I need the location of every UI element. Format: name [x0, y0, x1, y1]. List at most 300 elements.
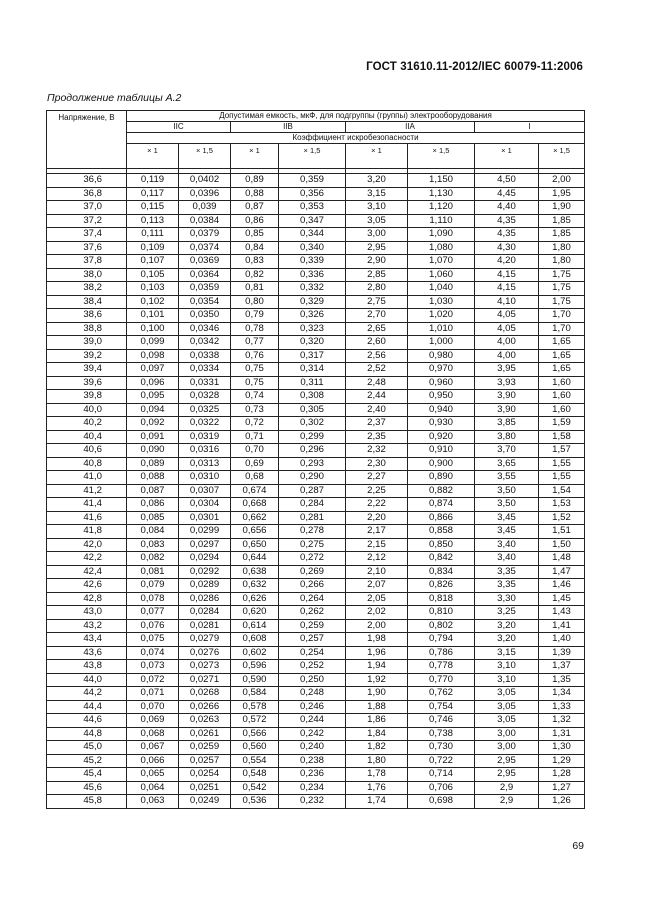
voltage-cell: 37,6: [47, 241, 127, 255]
capacitance-cell: 0,086: [127, 498, 179, 512]
capacitance-cell: 0,596: [231, 660, 279, 674]
capacitance-cell: 1,75: [539, 268, 585, 282]
capacitance-cell: 3,35: [475, 579, 539, 593]
capacitance-cell: 0,069: [127, 714, 179, 728]
capacitance-cell: 0,290: [279, 471, 346, 485]
voltage-cell: 42,0: [47, 538, 127, 552]
capacitance-cell: 0,064: [127, 781, 179, 795]
capacitance-cell: 2,27: [346, 471, 408, 485]
table-row: [47, 322, 585, 336]
table-row: [47, 309, 585, 323]
capacitance-cell: 1,80: [539, 241, 585, 255]
capacitance-cell: 0,0316: [179, 444, 231, 458]
capacitance-cell: 1,29: [539, 754, 585, 768]
voltage-cell: 42,8: [47, 592, 127, 606]
table-row: [47, 484, 585, 498]
table-row: [47, 268, 585, 282]
table-row: [47, 471, 585, 485]
capacitance-cell: 0,0297: [179, 538, 231, 552]
capacitance-cell: 0,065: [127, 768, 179, 782]
capacitance-cell: 0,668: [231, 498, 279, 512]
capacitance-cell: 3,90: [475, 403, 539, 417]
table-row: [47, 619, 585, 633]
capacitance-cell: 0,344: [279, 228, 346, 242]
multiplier-header: × 1,5: [408, 144, 475, 169]
capacitance-cell: 0,077: [127, 606, 179, 620]
capacitance-cell: 0,650: [231, 538, 279, 552]
capacitance-cell: 1,55: [539, 457, 585, 471]
capacitance-cell: 0,0289: [179, 579, 231, 593]
capacitance-cell: 0,0322: [179, 417, 231, 431]
capacitance-cell: 0,236: [279, 768, 346, 782]
voltage-cell: 43,8: [47, 660, 127, 674]
capacitance-cell: 0,039: [179, 201, 231, 215]
table-row: [47, 538, 585, 552]
capacitance-cell: 1,53: [539, 498, 585, 512]
capacitance-cell: 4,15: [475, 268, 539, 282]
capacitance-cell: 0,075: [127, 633, 179, 647]
capacitance-cell: 0,632: [231, 579, 279, 593]
capacitance-cell: 0,842: [408, 552, 475, 566]
capacitance-cell: 0,0369: [179, 255, 231, 269]
voltage-cell: 45,6: [47, 781, 127, 795]
capacitance-cell: 1,26: [539, 795, 585, 809]
voltage-cell: 44,2: [47, 687, 127, 701]
capacitance-cell: 2,00: [346, 619, 408, 633]
capacitance-cell: 1,76: [346, 781, 408, 795]
document-header: ГОСТ 31610.11-2012/IEC 60079-11:2006: [366, 61, 583, 73]
capacitance-cell: 0,0328: [179, 390, 231, 404]
voltage-cell: 36,6: [47, 174, 127, 188]
capacitance-cell: 0,117: [127, 187, 179, 201]
capacitance-cell: 2,20: [346, 511, 408, 525]
capacitance-cell: 0,536: [231, 795, 279, 809]
capacitance-cell: 0,242: [279, 727, 346, 741]
capacitance-cell: 3,25: [475, 606, 539, 620]
capacitance-cell: 1,31: [539, 727, 585, 741]
table-row: [47, 498, 585, 512]
capacitance-cell: 0,0374: [179, 241, 231, 255]
capacitance-cell: 0,085: [127, 511, 179, 525]
capacitance-cell: 0,275: [279, 538, 346, 552]
capacitance-cell: 0,320: [279, 336, 346, 350]
capacitance-cell: 4,05: [475, 309, 539, 323]
table-row: [47, 646, 585, 660]
capacitance-cell: 0,0325: [179, 403, 231, 417]
voltage-cell: 40,2: [47, 417, 127, 431]
voltage-cell: 38,8: [47, 322, 127, 336]
capacitance-cell: 0,602: [231, 646, 279, 660]
capacitance-cell: 2,60: [346, 336, 408, 350]
capacitance-cell: 1,84: [346, 727, 408, 741]
capacitance-cell: 1,70: [539, 322, 585, 336]
group-header: IIC: [127, 122, 231, 133]
capacitance-cell: 1,92: [346, 673, 408, 687]
group-header: I: [475, 122, 585, 133]
capacitance-cell: 2,52: [346, 363, 408, 377]
capacitance-cell: 0,78: [231, 322, 279, 336]
capacitance-cell: 2,32: [346, 444, 408, 458]
capacitance-cell: 0,0286: [179, 592, 231, 606]
capacitance-cell: 2,90: [346, 255, 408, 269]
capacitance-cell: 0,778: [408, 660, 475, 674]
capacitance-cell: 1,60: [539, 390, 585, 404]
capacitance-cell: 0,644: [231, 552, 279, 566]
capacitance-cell: 0,323: [279, 322, 346, 336]
capacitance-cell: 0,092: [127, 417, 179, 431]
table-row: [47, 349, 585, 363]
capacitance-cell: 1,020: [408, 309, 475, 323]
capacitance-cell: 3,20: [475, 633, 539, 647]
capacitance-cell: 0,722: [408, 754, 475, 768]
capacitance-cell: 1,70: [539, 309, 585, 323]
capacitance-cell: 2,00: [539, 174, 585, 188]
capacitance-cell: 0,107: [127, 255, 179, 269]
table-row: [47, 457, 585, 471]
capacitance-cell: 0,0249: [179, 795, 231, 809]
table-row: [47, 214, 585, 228]
capacitance-cell: 2,65: [346, 322, 408, 336]
capacitance-cell: 0,746: [408, 714, 475, 728]
capacitance-cell: 0,626: [231, 592, 279, 606]
capacitance-cell: 0,353: [279, 201, 346, 215]
safety-factor-header: Коэффициент искробезопасности: [127, 133, 585, 144]
capacitance-cell: 0,332: [279, 282, 346, 296]
capacitance-header: Допустимая емкость, мкФ, для подгруппы (группы) электрооборудования: [127, 111, 585, 122]
capacitance-cell: 0,347: [279, 214, 346, 228]
group-header: IIA: [346, 122, 475, 133]
capacitance-cell: 3,90: [475, 390, 539, 404]
multiplier-header: × 1: [127, 144, 179, 169]
capacitance-cell: 3,15: [346, 187, 408, 201]
table-row: [47, 700, 585, 714]
voltage-cell: 37,4: [47, 228, 127, 242]
capacitance-cell: 1,65: [539, 336, 585, 350]
capacitance-cell: 1,80: [346, 754, 408, 768]
capacitance-cell: 3,15: [475, 646, 539, 660]
multiplier-header: × 1,5: [279, 144, 346, 169]
capacitance-cell: 0,0342: [179, 336, 231, 350]
capacitance-cell: 0,0268: [179, 687, 231, 701]
capacitance-cell: 0,103: [127, 282, 179, 296]
capacitance-cell: 0,0313: [179, 457, 231, 471]
capacitance-cell: 1,88: [346, 700, 408, 714]
capacitance-cell: 0,786: [408, 646, 475, 660]
capacitance-cell: 0,69: [231, 457, 279, 471]
capacitance-cell: 0,554: [231, 754, 279, 768]
group-header: IIB: [231, 122, 346, 133]
capacitance-cell: 0,662: [231, 511, 279, 525]
capacitance-cell: 1,35: [539, 673, 585, 687]
capacitance-cell: 0,083: [127, 538, 179, 552]
capacitance-cell: 0,0319: [179, 430, 231, 444]
capacitance-cell: 0,113: [127, 214, 179, 228]
table-row: [47, 741, 585, 755]
capacitance-cell: 0,074: [127, 646, 179, 660]
capacitance-cell: 4,10: [475, 295, 539, 309]
capacitance-cell: 0,83: [231, 255, 279, 269]
capacitance-cell: 0,0310: [179, 471, 231, 485]
capacitance-cell: 0,0279: [179, 633, 231, 647]
capacitance-cell: 3,00: [475, 741, 539, 755]
capacitance-cell: 0,096: [127, 376, 179, 390]
table-header: [47, 111, 585, 169]
capacitance-cell: 0,0396: [179, 187, 231, 201]
capacitance-cell: 0,0379: [179, 228, 231, 242]
capacitance-cell: 0,0331: [179, 376, 231, 390]
capacitance-cell: 0,0284: [179, 606, 231, 620]
capacitance-cell: 1,130: [408, 187, 475, 201]
capacitance-cell: 0,85: [231, 228, 279, 242]
capacitance-cell: 1,82: [346, 741, 408, 755]
capacitance-cell: 0,0307: [179, 484, 231, 498]
capacitance-cell: 0,317: [279, 349, 346, 363]
capacitance-cell: 0,714: [408, 768, 475, 782]
capacitance-cell: 0,257: [279, 633, 346, 647]
capacitance-cell: 0,101: [127, 309, 179, 323]
capacitance-cell: 0,0364: [179, 268, 231, 282]
capacitance-cell: 0,284: [279, 498, 346, 512]
capacitance-cell: 0,073: [127, 660, 179, 674]
capacitance-cell: 1,030: [408, 295, 475, 309]
capacitance-cell: 0,76: [231, 349, 279, 363]
voltage-cell: 41,8: [47, 525, 127, 539]
capacitance-cell: 0,68: [231, 471, 279, 485]
capacitance-cell: 1,75: [539, 295, 585, 309]
capacitance-cell: 1,090: [408, 228, 475, 242]
capacitance-cell: 0,980: [408, 349, 475, 363]
capacitance-cell: 0,940: [408, 403, 475, 417]
voltage-cell: 39,0: [47, 336, 127, 350]
capacitance-cell: 0,262: [279, 606, 346, 620]
capacitance-cell: 0,572: [231, 714, 279, 728]
capacitance-cell: 0,0384: [179, 214, 231, 228]
table-row: [47, 174, 585, 188]
capacitance-cell: 0,882: [408, 484, 475, 498]
capacitance-cell: 0,105: [127, 268, 179, 282]
capacitance-cell: 0,75: [231, 363, 279, 377]
capacitance-cell: 3,05: [475, 714, 539, 728]
capacitance-cell: 2,80: [346, 282, 408, 296]
capacitance-cell: 0,866: [408, 511, 475, 525]
capacitance-cell: 2,48: [346, 376, 408, 390]
capacitance-cell: 0,0281: [179, 619, 231, 633]
capacitance-cell: 0,87: [231, 201, 279, 215]
table-row: [47, 673, 585, 687]
capacitance-cell: 0,0257: [179, 754, 231, 768]
capacitance-cell: 2,95: [475, 754, 539, 768]
table-row: [47, 714, 585, 728]
table-row: [47, 376, 585, 390]
capacitance-cell: 0,097: [127, 363, 179, 377]
capacitance-cell: 2,95: [346, 241, 408, 255]
capacitance-cell: 3,55: [475, 471, 539, 485]
capacitance-cell: 0,079: [127, 579, 179, 593]
page-number: 69: [572, 840, 584, 852]
capacitance-cell: 4,35: [475, 214, 539, 228]
capacitance-cell: 4,45: [475, 187, 539, 201]
capacitance-cell: 2,56: [346, 349, 408, 363]
capacitance-cell: 0,278: [279, 525, 346, 539]
capacitance-cell: 0,0402: [179, 174, 231, 188]
capacitance-cell: 1,85: [539, 228, 585, 242]
capacitance-cell: 1,60: [539, 376, 585, 390]
capacitance-cell: 0,305: [279, 403, 346, 417]
table-row: [47, 241, 585, 255]
capacitance-cell: 0,0259: [179, 741, 231, 755]
capacitance-cell: 0,578: [231, 700, 279, 714]
capacitance-cell: 1,080: [408, 241, 475, 255]
voltage-cell: 40,8: [47, 457, 127, 471]
capacitance-cell: 0,302: [279, 417, 346, 431]
capacitance-cell: 2,15: [346, 538, 408, 552]
capacitance-cell: 0,299: [279, 430, 346, 444]
capacitance-cell: 0,339: [279, 255, 346, 269]
capacitance-cell: 3,93: [475, 376, 539, 390]
capacitance-cell: 0,960: [408, 376, 475, 390]
voltage-cell: 38,0: [47, 268, 127, 282]
table-caption: Продолжение таблицы А.2: [47, 92, 182, 104]
capacitance-cell: 0,706: [408, 781, 475, 795]
voltage-cell: 45,8: [47, 795, 127, 809]
capacitance-cell: 3,10: [475, 660, 539, 674]
capacitance-cell: 1,59: [539, 417, 585, 431]
voltage-cell: 44,4: [47, 700, 127, 714]
capacitance-cell: 0,078: [127, 592, 179, 606]
capacitance-cell: 1,47: [539, 565, 585, 579]
group-header-row: [47, 122, 585, 133]
capacitance-cell: 3,05: [475, 700, 539, 714]
capacitance-cell: 0,088: [127, 471, 179, 485]
capacitance-cell: 0,234: [279, 781, 346, 795]
voltage-cell: 39,2: [47, 349, 127, 363]
capacitance-cell: 0,77: [231, 336, 279, 350]
capacitance-cell: 0,560: [231, 741, 279, 755]
voltage-cell: 39,4: [47, 363, 127, 377]
capacitance-cell: 0,72: [231, 417, 279, 431]
capacitance-cell: 1,37: [539, 660, 585, 674]
capacitance-cell: 1,55: [539, 471, 585, 485]
capacitance-cell: 0,356: [279, 187, 346, 201]
capacitance-cell: 0,79: [231, 309, 279, 323]
capacitance-cell: 0,296: [279, 444, 346, 458]
voltage-cell: 43,4: [47, 633, 127, 647]
capacitance-cell: 1,74: [346, 795, 408, 809]
capacitance-cell: 1,30: [539, 741, 585, 755]
capacitance-cell: 0,359: [279, 174, 346, 188]
capacitance-cell: 0,0251: [179, 781, 231, 795]
capacitance-cell: 1,51: [539, 525, 585, 539]
capacitance-cell: 0,89: [231, 174, 279, 188]
capacitance-cell: 3,40: [475, 538, 539, 552]
capacitance-cell: 0,340: [279, 241, 346, 255]
capacitance-cell: 1,34: [539, 687, 585, 701]
capacitance-cell: 0,74: [231, 390, 279, 404]
table-row: [47, 525, 585, 539]
capacitance-cell: 0,090: [127, 444, 179, 458]
capacitance-cell: 3,80: [475, 430, 539, 444]
table-row: [47, 228, 585, 242]
capacitance-cell: 1,95: [539, 187, 585, 201]
capacitance-cell: 0,620: [231, 606, 279, 620]
table-row: [47, 552, 585, 566]
capacitance-cell: 0,087: [127, 484, 179, 498]
capacitance-cell: 3,05: [346, 214, 408, 228]
voltage-cell: 36,8: [47, 187, 127, 201]
table-row: [47, 606, 585, 620]
capacitance-cell: 0,614: [231, 619, 279, 633]
capacitance-cell: 0,287: [279, 484, 346, 498]
voltage-cell: 44,6: [47, 714, 127, 728]
capacitance-cell: 1,28: [539, 768, 585, 782]
capacitance-cell: 3,35: [475, 565, 539, 579]
capacitance-cell: 2,70: [346, 309, 408, 323]
capacitance-cell: 0,240: [279, 741, 346, 755]
capacitance-cell: 1,85: [539, 214, 585, 228]
capacitance-cell: 1,90: [539, 201, 585, 215]
capacitance-cell: 0,0359: [179, 282, 231, 296]
capacitance-cell: 1,58: [539, 430, 585, 444]
capacitance-cell: 0,674: [231, 484, 279, 498]
capacitance-cell: 0,75: [231, 376, 279, 390]
multiplier-header: × 1: [231, 144, 279, 169]
capacitance-cell: 2,75: [346, 295, 408, 309]
capacitance-cell: 0,754: [408, 700, 475, 714]
capacitance-cell: 0,266: [279, 579, 346, 593]
capacitance-cell: 0,810: [408, 606, 475, 620]
capacitance-cell: 0,584: [231, 687, 279, 701]
capacitance-cell: 1,110: [408, 214, 475, 228]
capacitance-cell: 0,068: [127, 727, 179, 741]
multiplier-header: × 1,5: [179, 144, 231, 169]
capacitance-cell: 1,41: [539, 619, 585, 633]
capacitance-cell: 0,81: [231, 282, 279, 296]
voltage-cell: 45,2: [47, 754, 127, 768]
capacitance-cell: 4,20: [475, 255, 539, 269]
capacitance-cell: 3,40: [475, 552, 539, 566]
capacitance-cell: 0,656: [231, 525, 279, 539]
table-row: [47, 295, 585, 309]
capacitance-cell: 0,88: [231, 187, 279, 201]
capacitance-cell: 0,71: [231, 430, 279, 444]
capacitance-cell: 4,50: [475, 174, 539, 188]
capacitance-cell: 1,040: [408, 282, 475, 296]
capacitance-cell: 0,095: [127, 390, 179, 404]
capacitance-cell: 0,081: [127, 565, 179, 579]
capacitance-cell: 0,102: [127, 295, 179, 309]
capacitance-cell: 1,75: [539, 282, 585, 296]
multiplier-header: × 1,5: [539, 144, 585, 169]
capacitance-cell: 0,254: [279, 646, 346, 660]
voltage-cell: 37,8: [47, 255, 127, 269]
capacitance-cell: 4,00: [475, 349, 539, 363]
capacitance-cell: 0,308: [279, 390, 346, 404]
table-row: [47, 255, 585, 269]
table-row: [47, 768, 585, 782]
voltage-cell: 38,4: [47, 295, 127, 309]
table-row: [47, 201, 585, 215]
multiplier-header: × 1: [346, 144, 408, 169]
table-body: [47, 169, 585, 809]
capacitance-cell: 2,40: [346, 403, 408, 417]
capacitance-cell: 0,0271: [179, 673, 231, 687]
capacitance-cell: 0,094: [127, 403, 179, 417]
capacitance-cell: 0,548: [231, 768, 279, 782]
capacitance-cell: 0,259: [279, 619, 346, 633]
capacitance-cell: 0,910: [408, 444, 475, 458]
capacitance-cell: 1,78: [346, 768, 408, 782]
capacitance-cell: 0,770: [408, 673, 475, 687]
